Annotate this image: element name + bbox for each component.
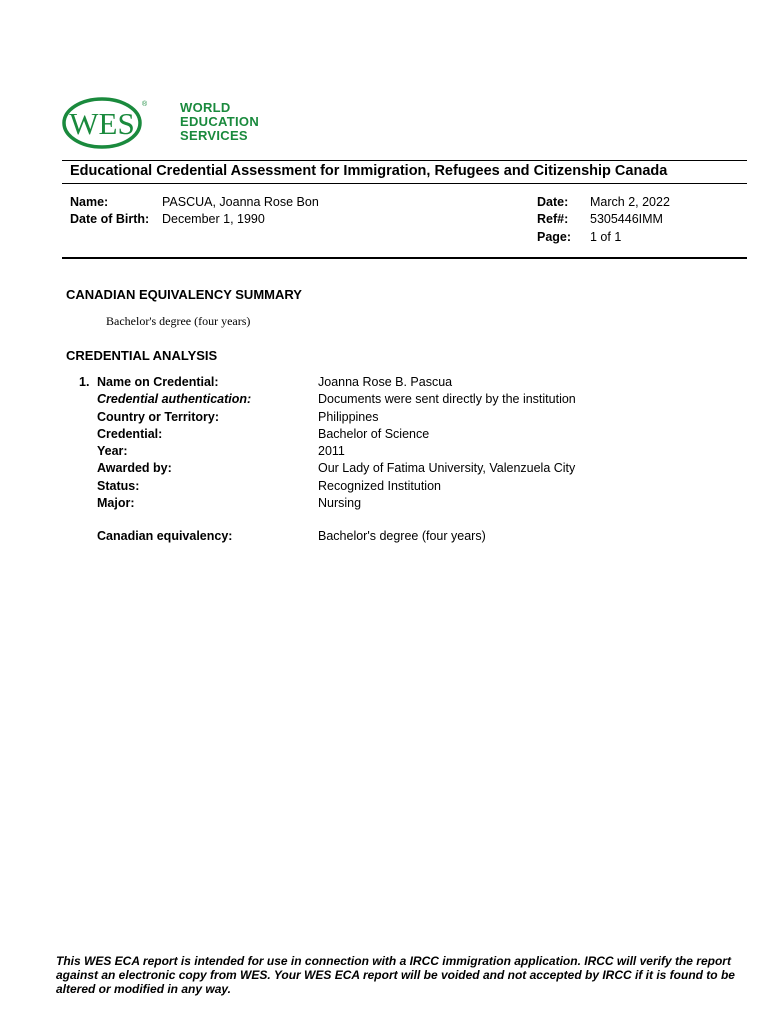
title-top-rule <box>62 160 747 161</box>
equivalency-label: Canadian equivalency: <box>97 529 233 543</box>
analysis-label: Awarded by: <box>97 461 172 475</box>
ref-label: Ref#: <box>537 212 569 226</box>
analysis-value: Bachelor of Science <box>318 427 430 441</box>
credential-number: 1. <box>79 375 90 389</box>
analysis-value: Joanna Rose B. Pascua <box>318 375 453 389</box>
dob-label: Date of Birth: <box>70 212 150 226</box>
header-divider <box>62 257 747 259</box>
analysis-label: Credential authentication: <box>97 392 252 406</box>
wes-logo-mark <box>62 96 180 150</box>
document-title: Educational Credential Assessment for Immigration, Refugees and Citizenship Canada <box>70 163 668 179</box>
name-label: Name: <box>70 195 109 209</box>
wordmark-line-3: SERVICES <box>180 128 248 143</box>
analysis-label: Credential: <box>97 427 163 441</box>
analysis-value: Philippines <box>318 410 379 424</box>
date-label: Date: <box>537 195 569 209</box>
summary-heading: CANADIAN EQUIVALENCY SUMMARY <box>66 287 302 302</box>
analysis-label: Name on Credential: <box>97 375 219 389</box>
analysis-value: Our Lady of Fatima University, Valenzuela City <box>318 461 576 475</box>
summary-equivalency: Bachelor's degree (four years) <box>106 314 251 328</box>
wes-wordmark <box>180 101 259 143</box>
date-value: March 2, 2022 <box>590 195 670 209</box>
analysis-label: Major: <box>97 496 135 510</box>
equivalency-value: Bachelor's degree (four years) <box>318 529 486 543</box>
analysis-label: Year: <box>97 444 128 458</box>
analysis-value: 2011 <box>318 444 345 458</box>
analysis-label: Country or Territory: <box>97 410 219 424</box>
page-label: Page: <box>537 230 572 244</box>
analysis-value: Nursing <box>318 496 362 510</box>
analysis-label: Status: <box>97 479 140 493</box>
name-value: PASCUA, Joanna Rose Bon <box>162 195 319 209</box>
ref-value: 5305446IMM <box>590 212 663 226</box>
analysis-heading: CREDENTIAL ANALYSIS <box>66 348 218 363</box>
wordmark-line-1: WORLD <box>180 100 231 115</box>
page-value: 1 of 1 <box>590 230 622 244</box>
registered-mark: ® <box>142 101 148 108</box>
dob-value: December 1, 1990 <box>162 212 265 226</box>
title-bottom-rule <box>62 183 747 184</box>
wes-logo-letters: WES <box>69 106 135 141</box>
analysis-value: Recognized Institution <box>318 479 441 493</box>
footer-disclaimer: This WES ECA report is intended for use in connection with a IRCC immigration application. IRCC will verify the report against an electronic copy from WES. Your WES ECA report will be voided and not accepted by IRCC if it is found to be altered or modified in any way. <box>56 954 735 996</box>
wordmark-line-2: EDUCATION <box>180 114 260 129</box>
analysis-value: Documents were sent directly by the institution <box>318 392 576 406</box>
